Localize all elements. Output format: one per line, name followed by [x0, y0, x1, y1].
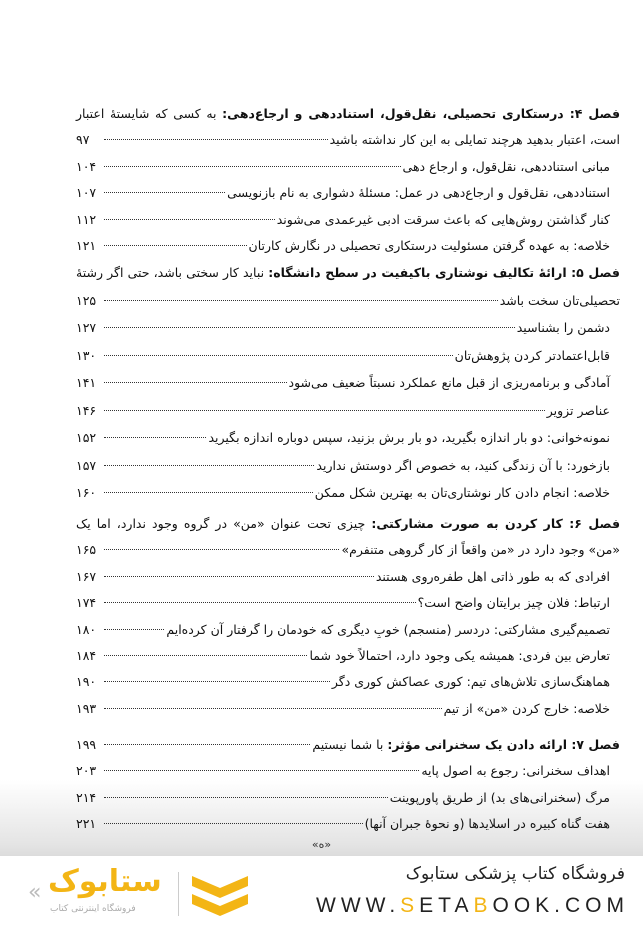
entry-title: خلاصه: انجام دادن کار نوشتاری‌تان به بهترین شکل ممکن: [314, 485, 610, 500]
toc-entry[interactable]: [76, 287, 620, 315]
dot-leader: [104, 327, 515, 328]
entry-page: ۱۲۵: [76, 292, 97, 308]
toc-entry[interactable]: [76, 342, 620, 370]
footer-banner: [0, 856, 643, 926]
entry-page: ۱۲۷: [76, 320, 97, 335]
toc-entry[interactable]: [76, 369, 620, 397]
entry-page: ۱۳۰: [76, 347, 97, 363]
entry-page: ۲۰۳: [76, 763, 97, 779]
shop-name: فروشگاه کتاب پزشکی ستابوک: [405, 864, 625, 884]
toc-entry[interactable]: [76, 127, 620, 153]
logo-tagline: فروشگاه اینترنتی کتاب: [50, 904, 136, 914]
entry-title: تحصیلی‌تان سخت باشد: [499, 292, 620, 308]
logo-brand: ستابوک: [48, 864, 162, 899]
dot-leader: [104, 549, 339, 550]
toc-entry[interactable]: [76, 696, 620, 722]
dot-leader: [104, 823, 363, 824]
chapter-heading[interactable]: [76, 732, 620, 758]
chapter-heading[interactable]: [76, 511, 620, 537]
toc-entry[interactable]: [76, 233, 620, 259]
setabook-logo[interactable]: [28, 864, 258, 920]
entry-title: هفت گناه کبیره در اسلایدها (و نحوهٔ جبران آنها): [364, 816, 610, 832]
chapter-subtitle: چیزی تحت عنوان «من» در گروه وجود ندارد، اما یک: [76, 516, 366, 531]
entry-page: ۲۲۱: [76, 816, 97, 832]
entry-page: ۱۴۱: [76, 375, 97, 390]
entry-title: مرگ (سخنرانی‌های بد) از طریق پاورپوینت: [389, 789, 610, 805]
chapter-heading[interactable]: [76, 259, 620, 287]
entry-title: بازخورد: با آن زندگی کنید، به خصوص اگر دوستش ندارید: [316, 457, 610, 473]
toc-entry[interactable]: [76, 617, 620, 643]
dot-leader: [104, 300, 498, 301]
entry-page: ۱۵۷: [76, 457, 97, 473]
dot-leader: [104, 166, 401, 167]
chapter-title-bold: فصل ۵: ارائهٔ تکالیف نوشتاری باکیفیت در سطح دانشگاه:: [268, 265, 620, 280]
entry-page: ۱۷۴: [76, 595, 97, 611]
entry-title: تعارض بین فردی: همیشه یکی وجود دارد، احتمالاً خود شما: [309, 647, 610, 663]
toc-entry[interactable]: [76, 397, 620, 425]
toc-entry[interactable]: [76, 537, 620, 563]
entry-page: ۱۵۲: [76, 430, 97, 445]
chapter-7: [76, 732, 620, 838]
toc-entry[interactable]: [76, 154, 620, 180]
logo-divider: [178, 872, 179, 916]
dot-leader: [104, 219, 275, 220]
dot-leader: [104, 576, 374, 577]
dot-leader: [104, 139, 328, 140]
entry-page: ۱۲۱: [76, 237, 97, 253]
entry-title: دشمن را بشناسید: [516, 320, 610, 335]
toc-entry[interactable]: [76, 758, 620, 784]
dot-leader: [104, 382, 287, 383]
toc-entry[interactable]: [76, 314, 620, 342]
chapter-6: [76, 511, 620, 722]
entry-page: ۱۹۰: [76, 674, 97, 690]
entry-title: کنار گذاشتن روش‌هایی که باعث سرقت ادبی غیرعمدی می‌شوند: [276, 211, 610, 227]
entry-page: ۱۶۷: [76, 568, 97, 584]
toc-entry[interactable]: [76, 785, 620, 811]
toc-entry[interactable]: [76, 479, 620, 507]
dot-leader: [104, 465, 314, 466]
chevron-emblem-icon: [190, 874, 250, 918]
toc-entry[interactable]: [76, 811, 620, 837]
entry-page: ۱۸۰: [76, 621, 97, 637]
chapter-4: [76, 101, 620, 259]
dot-leader: [104, 629, 164, 630]
toc-entry[interactable]: [76, 564, 620, 590]
toc-entry[interactable]: [76, 424, 620, 452]
entry-title: تصمیم‌گیری مشارکتی: دردسر (منسجم) خوبِ دیگری که خودمان را گرفتار آن کرده‌ایم: [166, 621, 610, 637]
dot-leader: [104, 655, 307, 656]
site-part: OOK.COM: [492, 894, 629, 917]
entry-title: استناددهی، نقل‌قول و ارجاع‌دهی در عمل: مسئلهٔ دشواری به نام بازنویسی: [227, 185, 610, 201]
dot-leader: [104, 492, 313, 493]
entry-title: نمونه‌خوانی: دو بار اندازه بگیرید، دو بار برش بزنید، سپس دوباره اندازه بگیرید: [208, 430, 610, 445]
entry-title: مبانی استناددهی، نقل‌قول، و ارجاع دهی: [402, 158, 610, 174]
dot-leader: [104, 602, 416, 603]
chapter-subtitle: با شما نیستیم: [312, 737, 384, 752]
entry-title: ارتباط: فلان چیز برایتان واضح است؟: [417, 595, 610, 611]
toc-entry[interactable]: [76, 590, 620, 616]
site-part: ETA: [419, 894, 474, 917]
entry-title: خلاصه: به عهده گرفتن مسئولیت درستکاری تحصیلی در نگارش کارتان: [248, 237, 610, 253]
entry-page: ۱۶۰: [76, 485, 97, 500]
dot-leader: [104, 770, 419, 771]
entry-title: هماهنگ‌سازی تلاش‌های تیم: کوری عصاکش کوری دگر: [331, 674, 610, 690]
site-part: S: [400, 894, 420, 917]
dot-leader: [104, 192, 225, 193]
dot-leader: [104, 437, 206, 438]
entry-title: اهداف سخنرانی: رجوع به اصول پایه: [421, 763, 610, 779]
entry-page: ۱۱۲: [76, 211, 97, 227]
page-number: «ه»: [311, 838, 332, 851]
entry-title: است، اعتبار بدهید هرچند تمایلی به این کار نداشته باشید: [329, 132, 620, 148]
entry-page: ۱۶۵: [76, 542, 97, 558]
entry-page: ۱۹۳: [76, 700, 97, 716]
site-part: WWW.: [316, 894, 401, 917]
entry-title: خلاصه: خارج کردن «من» از تیم: [443, 700, 610, 716]
dot-leader: [104, 797, 388, 798]
chapter-title-bold: فصل ۶: کار کردن به صورت مشارکتی:: [371, 516, 621, 531]
dot-leader: [104, 708, 442, 709]
entry-page: ۱۹۹: [76, 737, 97, 752]
entry-page: ۱۴۶: [76, 402, 97, 418]
dot-leader: [104, 681, 330, 682]
chapter-title: [312, 732, 620, 758]
toc-entry[interactable]: [76, 643, 620, 669]
entry-page: ۲۱۴: [76, 789, 97, 805]
chapter-subtitle: نباید کار سختی باشد، حتی اگر رشتهٔ: [76, 265, 265, 280]
entry-title: افرادی که به طور ذاتی اهل طفره‌روی هستند: [375, 568, 610, 584]
chapter-heading[interactable]: [76, 101, 620, 127]
site-part: B: [473, 894, 493, 917]
dot-leader: [104, 245, 247, 246]
entry-title: عناصر تزویر: [546, 402, 610, 418]
entry-title: آمادگی و برنامه‌ریزی از قبل مانع عملکرد نسبتاً ضعیف می‌شود: [288, 375, 610, 390]
chevron-double-left-icon: «: [28, 880, 42, 905]
chapter-title-bold: فصل ۷: ارائه دادن یک سخنرانی مؤثر:: [387, 737, 620, 752]
chapter-5: [76, 259, 620, 507]
toc-entry[interactable]: [76, 180, 620, 206]
entry-page: ۱۰۷: [76, 185, 97, 201]
dot-leader: [104, 410, 545, 411]
dot-leader: [104, 744, 310, 745]
entry-page: ۱۰۴: [76, 158, 97, 174]
toc-entry[interactable]: [76, 452, 620, 480]
entry-title: «من» وجود دارد در «من واقعاً از کار گروهی متنفرم»: [341, 542, 620, 558]
dot-leader: [104, 355, 453, 356]
chapter-subtitle: به کسی که شایستهٔ اعتبار: [76, 106, 217, 121]
website-link[interactable]: [316, 894, 629, 918]
entry-title: قابل‌اعتمادتر کردن پژوهش‌تان: [454, 347, 610, 363]
chapter-title-bold: فصل ۴: درستکاری تحصیلی، نقل‌قول، استناددهی و ارجاع‌دهی:: [222, 106, 620, 121]
entry-page: ۹۷: [76, 132, 90, 148]
toc-entry[interactable]: [76, 669, 620, 695]
toc-entry[interactable]: [76, 207, 620, 233]
entry-page: ۱۸۴: [76, 647, 97, 663]
